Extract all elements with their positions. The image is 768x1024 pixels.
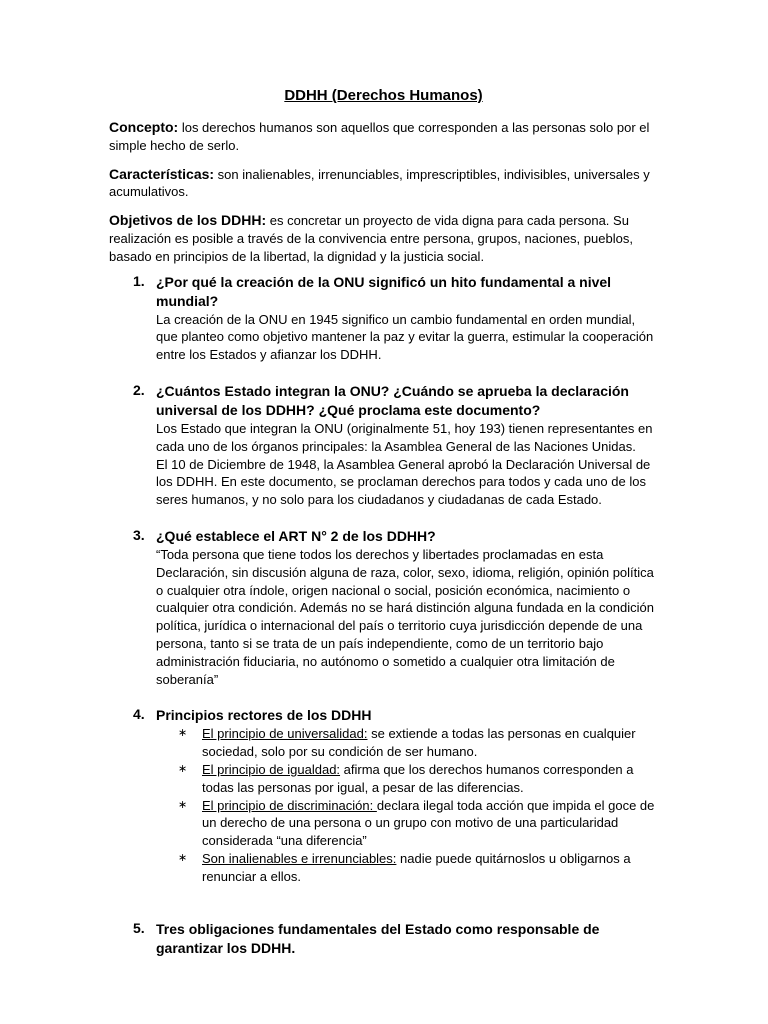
question-item-2 (109, 382, 658, 509)
concept-paragraph (109, 119, 658, 155)
question-number: 3. (133, 526, 145, 543)
principle-item (156, 797, 658, 850)
principle-text: declara ilegal toda acción que impida el goce de un derecho de una persona o un grupo con motivo de una particularidad considerada “una diferencia” (202, 797, 655, 849)
objectives-label: Objetivos de los DDHH: (109, 212, 267, 229)
principle-term: El principio de igualdad: (202, 761, 341, 777)
question-text: ¿Cuántos Estado integran la ONU? ¿Cuándo se aprueba la declaración universal de los DDHH? ¿Qué proclama este documento? (156, 382, 629, 418)
asterisk-bullet-icon: ∗ (178, 727, 188, 740)
objectives-text: es concretar un proyecto de vida digna para cada persona. Su realización es posible a través de la convivencia entre persona, grupos, naciones, pueblos, basado en principios de la libertad, la dignidad y la justicia social. (109, 213, 633, 264)
question-number: 2. (133, 381, 145, 398)
question-text: Tres obligaciones fundamentales del Estado como responsable de garantizar los DDHH. (156, 920, 600, 956)
question-text: Principios rectores de los DDHH (156, 707, 372, 724)
principle-text: afirma que los derechos humanos corresponden a todas las personas por igual, a pesar de las diferencias. (202, 761, 634, 795)
document-title: DDHH (Derechos Humanos) (284, 87, 483, 104)
concept-label: Concepto: (109, 119, 179, 135)
concept-text: los derechos humanos son aquellos que corresponden a las personas solo por el simple hecho de serlo. (109, 120, 650, 153)
question-item-3 (109, 527, 658, 688)
question-text: ¿Qué establece el ART N° 2 de los DDHH? (156, 527, 436, 544)
principle-term: Son inalienables e irrenunciables: (202, 850, 397, 866)
characteristics-paragraph (109, 166, 658, 202)
principle-term: El principio de universalidad: (202, 726, 368, 742)
answer-text: “Toda persona que tiene todos los derechos y libertades proclamadas en esta Declaración, sin discusión alguna de raza, color, sexo, idioma, religión, opinión política o cualquier otra índole, origen nacional o social, posición económica, nacimiento o cualquier otra condición. Además no se hará distinción alguna fundada en la condición política, jurídica o internacional del país o territorio cuya jurisdicción depende de una persona, tanto si se trata de un país independiente, como de un territorio bajo administración fiduciaria, no autónomo o sometido a cualquier otra limitación de soberanía” (156, 546, 654, 687)
questions-list (109, 273, 658, 958)
principle-text: se extiende a todas las personas en cualquier sociedad, solo por su condición de ser humano. (202, 726, 636, 760)
question-text: ¿Por qué la creación de la ONU significó un hito fundamental a nivel mundial? (156, 273, 612, 309)
principle-text: nadie puede quitárnoslos u obligarnos a renunciar a ellos. (202, 850, 631, 884)
objectives-paragraph (109, 212, 658, 265)
principle-term: El principio de discriminación: (202, 797, 377, 813)
answer-text: El 10 de Diciembre de 1948, la Asamblea General aprobó la Declaración Universal de los DDHH. En este documento, se proclaman derechos para todos y cada uno de los seres humanos, y no solo para los ciudadanos y ciudadanas de cada Estado. (156, 456, 651, 508)
question-number: 4. (133, 706, 145, 723)
asterisk-bullet-icon: ∗ (178, 798, 188, 811)
answer-text: Los Estado que integran la ONU (originalmente 51, hoy 193) tienen representantes en cada uno de los órganos principales: la Asamblea General de las Naciones Unidas. (156, 420, 653, 454)
question-item-4 (109, 706, 658, 885)
principle-item (156, 725, 658, 761)
question-item-5 (109, 920, 658, 958)
principle-item (156, 761, 658, 797)
question-number: 5. (133, 919, 145, 936)
characteristics-label: Características: (109, 165, 215, 182)
principles-list (156, 725, 658, 885)
asterisk-bullet-icon: ∗ (178, 851, 188, 864)
answer-text: La creación de la ONU en 1945 significo un cambio fundamental en orden mundial, que planteo como objetivo mantener la paz y evitar la guerra, estimular la cooperación entre los Estados y afianzar los DDHH. (156, 311, 654, 363)
question-item-1 (109, 273, 658, 364)
question-number: 1. (133, 272, 145, 289)
principle-item (156, 850, 658, 886)
characteristics-text: son inalienables, irrenunciables, imprescriptibles, indivisibles, universales y acumulativos. (109, 166, 650, 200)
asterisk-bullet-icon: ∗ (178, 762, 188, 775)
